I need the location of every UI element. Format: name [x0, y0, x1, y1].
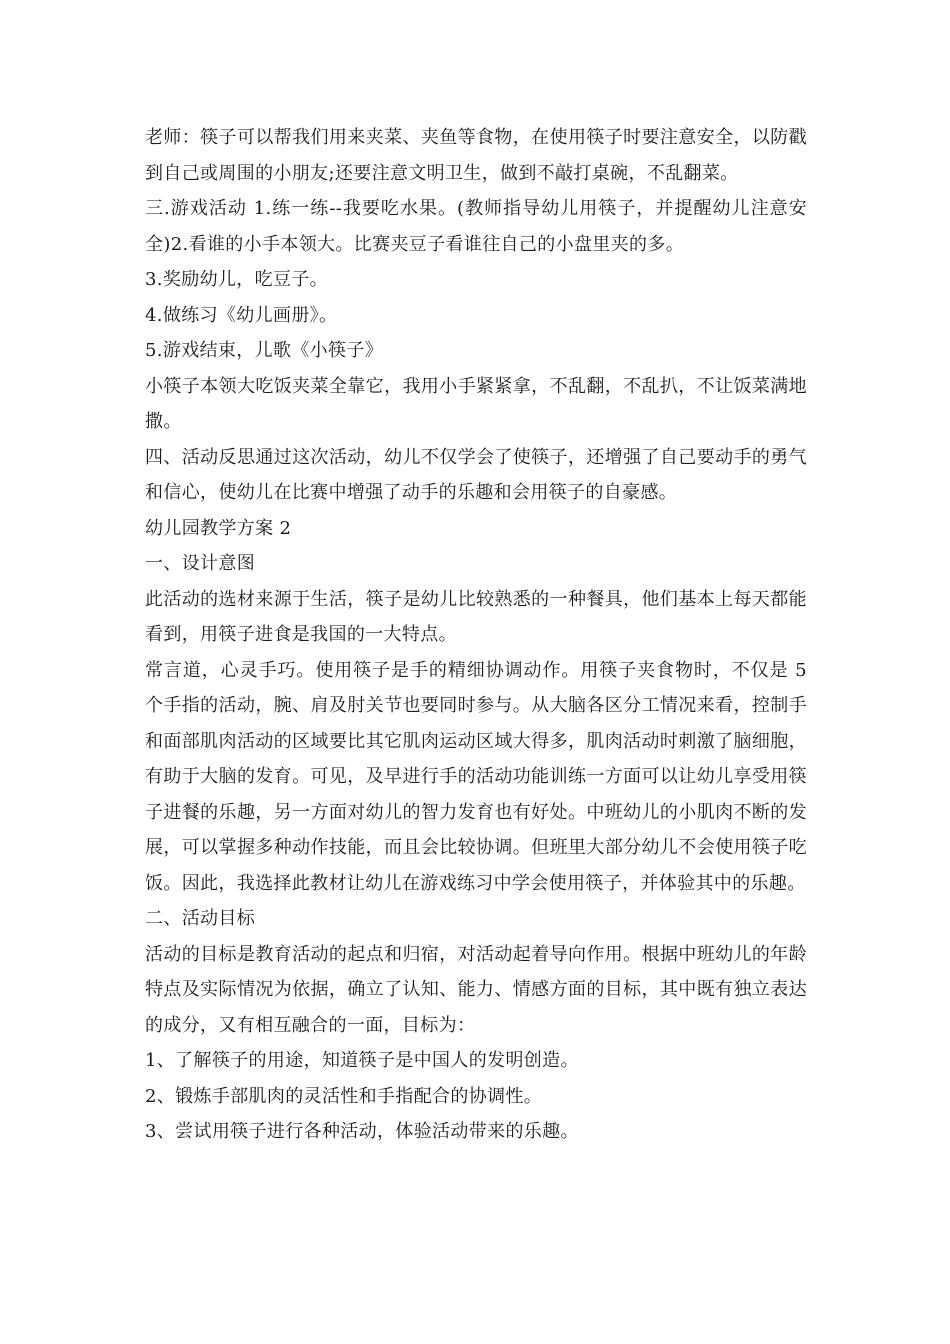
paragraph-teacher-remarks: 老师：筷子可以帮我们用来夹菜、夹鱼等食物，在使用筷子时要注意安全，以防戳到自己或周围的小朋友;还要注意文明卫生，做到不敲打桌碗，不乱翻菜。 — [145, 127, 807, 184]
paragraph-goals-intro: 活动的目标是教育活动的起点和归宿，对活动起着导向作用。根据中班幼儿的年龄特点及实际情况为依据，确立了认知、能力、情感方面的目标，其中既有独立表达的成分，又有相互融合的一面，目标为： — [145, 943, 807, 1036]
goal-item-2: 2、锻炼手部肌肉的灵活性和手指配合的协调性。 — [145, 1085, 543, 1107]
goal-item-3: 3、尝试用筷子进行各种活动，体验活动带来的乐趣。 — [145, 1121, 579, 1142]
paragraph-game-end: 5.游戏结束，儿歌《小筷子》 — [145, 340, 384, 361]
paragraph-material-source: 此活动的选材来源于生活，筷子是幼儿比较熟悉的一种餐具，他们基本上每天都能看到，用筷子进食是我国的一大特点。 — [145, 588, 807, 645]
heading-design-intent: 一、设计意图 — [145, 553, 256, 574]
paragraph-rationale: 常言道，心灵手巧。使用筷子是手的精细协调动作。用筷子夹食物时，不仅是 5 个手指的活动，腕、肩及肘关节也要同时参与。从大脑各区分工情况来看，控制手和面部肌肉活动的区域要比其它肌肉运动区域大得多，肌肉活动时刺激了脑细胞，有助于大脑的发育。可见，及早进行手的活动功能训练一方面可以让幼儿享受用筷子进餐的乐趣，另一方面对幼儿的智力发育也有好处。中班幼儿的小肌肉不断的发展，可以掌握多种动作技能，而且会比较协调。但班里大部分幼儿不会使用筷子吃饭。因此，我选择此教材让幼儿在游戏练习中学会使用筷子，并体验其中的乐趣。 — [145, 659, 807, 894]
goal-item-1: 1、了解筷子的用途，知道筷子是中国人的发明创造。 — [145, 1050, 579, 1071]
section-title-plan-2: 幼儿园教学方案 2 — [145, 517, 292, 539]
paragraph-nursery-rhyme: 小筷子本领大吃饭夹菜全靠它，我用小手紧紧拿，不乱翻，不乱扒，不让饭菜满地撒。 — [145, 375, 807, 432]
heading-activity-goals: 二、活动目标 — [145, 908, 256, 929]
paragraph-reflection: 四、活动反思通过这次活动，幼儿不仅学会了使筷子，还增强了自己要动手的勇气和信心，使幼儿在比赛中增强了动手的乐趣和会用筷子的自豪感。 — [145, 446, 807, 503]
paragraph-exercise: 4.做练习《幼儿画册》。 — [145, 304, 338, 326]
document-page — [145, 120, 807, 1150]
paragraph-reward: 3.奖励幼儿，吃豆子。 — [145, 269, 329, 290]
paragraph-game-activities: 三.游戏活动 1.练一练--我要吃水果。(教师指导幼儿用筷子，并提醒幼儿注意安全)2.看谁的小手本领大。比赛夹豆子看谁往自己的小盘里夹的多。 — [145, 198, 807, 255]
